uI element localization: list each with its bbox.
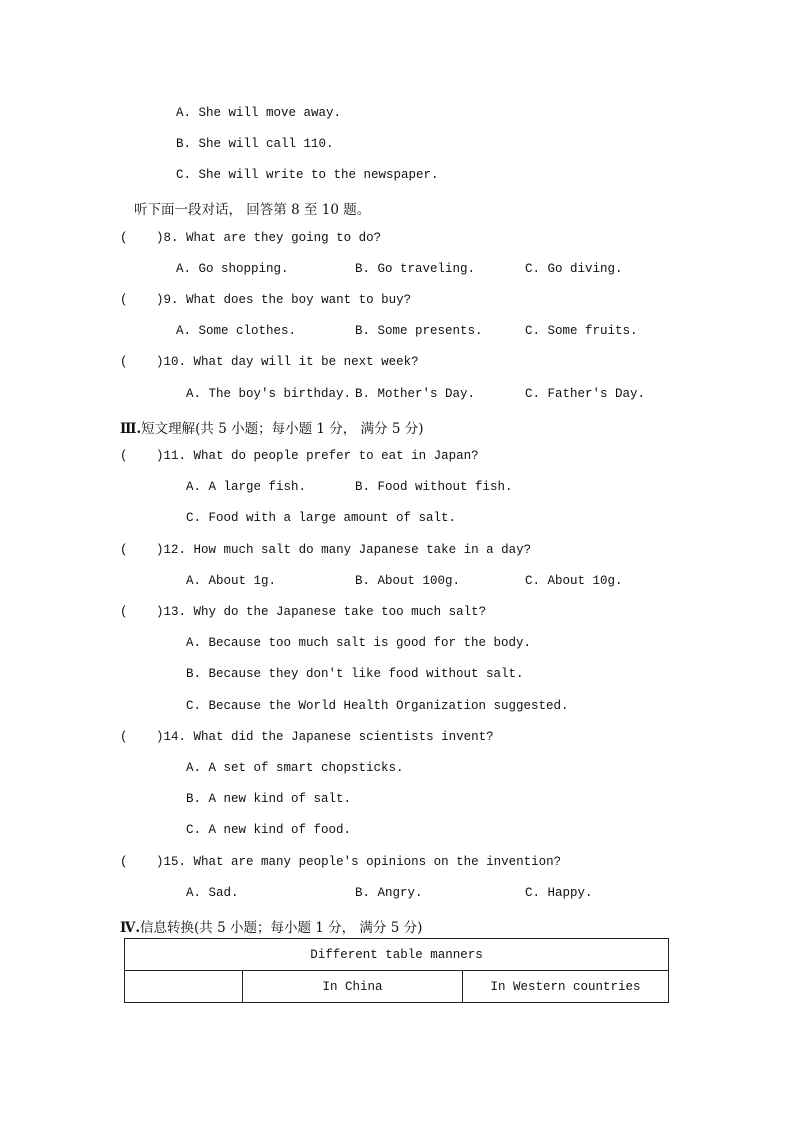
q8-option-c: C. Go diving. xyxy=(525,262,623,276)
q7-option-a: A. She will move away. xyxy=(176,106,342,120)
section-3-numeral: Ⅲ. xyxy=(120,421,142,437)
section-4-title: 信息转换(共 5 小题；每小题 1 分， 满分 5 分) xyxy=(140,920,423,936)
table-header-western: In Western countries xyxy=(463,971,669,1003)
q15-option-c: C. Happy. xyxy=(525,886,593,900)
q12-option-b: B. About 100g. xyxy=(355,574,461,588)
table-row xyxy=(125,939,669,971)
section-3-header xyxy=(120,417,423,437)
q10-option-c: C. Father's Day. xyxy=(525,387,646,401)
q10-option-a: A. The boy's birthday. xyxy=(186,387,352,401)
q13-option-c: C. Because the World Health Organization suggested. xyxy=(186,699,569,713)
q14-option-b: B. A new kind of salt. xyxy=(186,792,352,806)
table-title: Different table manners xyxy=(125,939,669,971)
q9-option-b: B. Some presents. xyxy=(355,324,483,338)
q11-option-c: C. Food with a large amount of salt. xyxy=(186,511,457,525)
table-row xyxy=(125,971,669,1003)
q15-option-b: B. Angry. xyxy=(355,886,423,900)
q12-option-a: A. About 1g. xyxy=(186,574,277,588)
table-manners-table xyxy=(124,938,669,1003)
listening-instruction: 听下面一段对话， 回答第 8 至 10 题。 xyxy=(134,202,371,218)
q14-option-a: A. A set of smart chopsticks. xyxy=(186,761,404,775)
section-4-header xyxy=(120,916,422,936)
q10-option-b: B. Mother's Day. xyxy=(355,387,476,401)
q8-option-b: B. Go traveling. xyxy=(355,262,476,276)
q7-option-b: B. She will call 110. xyxy=(176,137,334,151)
q12-option-c: C. About 10g. xyxy=(525,574,623,588)
q14-option-c: C. A new kind of food. xyxy=(186,823,352,837)
q11-option-b: B. Food without fish. xyxy=(355,480,513,494)
q15-option-a: A. Sad. xyxy=(186,886,239,900)
q13-option-b: B. Because they don't like food without salt. xyxy=(186,667,524,681)
section-3-title: 短文理解(共 5 小题；每小题 1 分， 满分 5 分) xyxy=(141,421,424,437)
q11-option-a: A. A large fish. xyxy=(186,480,307,494)
q9-option-c: C. Some fruits. xyxy=(525,324,638,338)
table-header-china: In China xyxy=(243,971,463,1003)
q13-option-a: A. Because too much salt is good for the body. xyxy=(186,636,532,650)
q7-option-c: C. She will write to the newspaper. xyxy=(176,168,439,182)
q8-option-a: A. Go shopping. xyxy=(176,262,289,276)
section-4-numeral: Ⅳ. xyxy=(120,920,141,936)
q9-option-a: A. Some clothes. xyxy=(176,324,297,338)
table-header-blank xyxy=(125,971,243,1003)
